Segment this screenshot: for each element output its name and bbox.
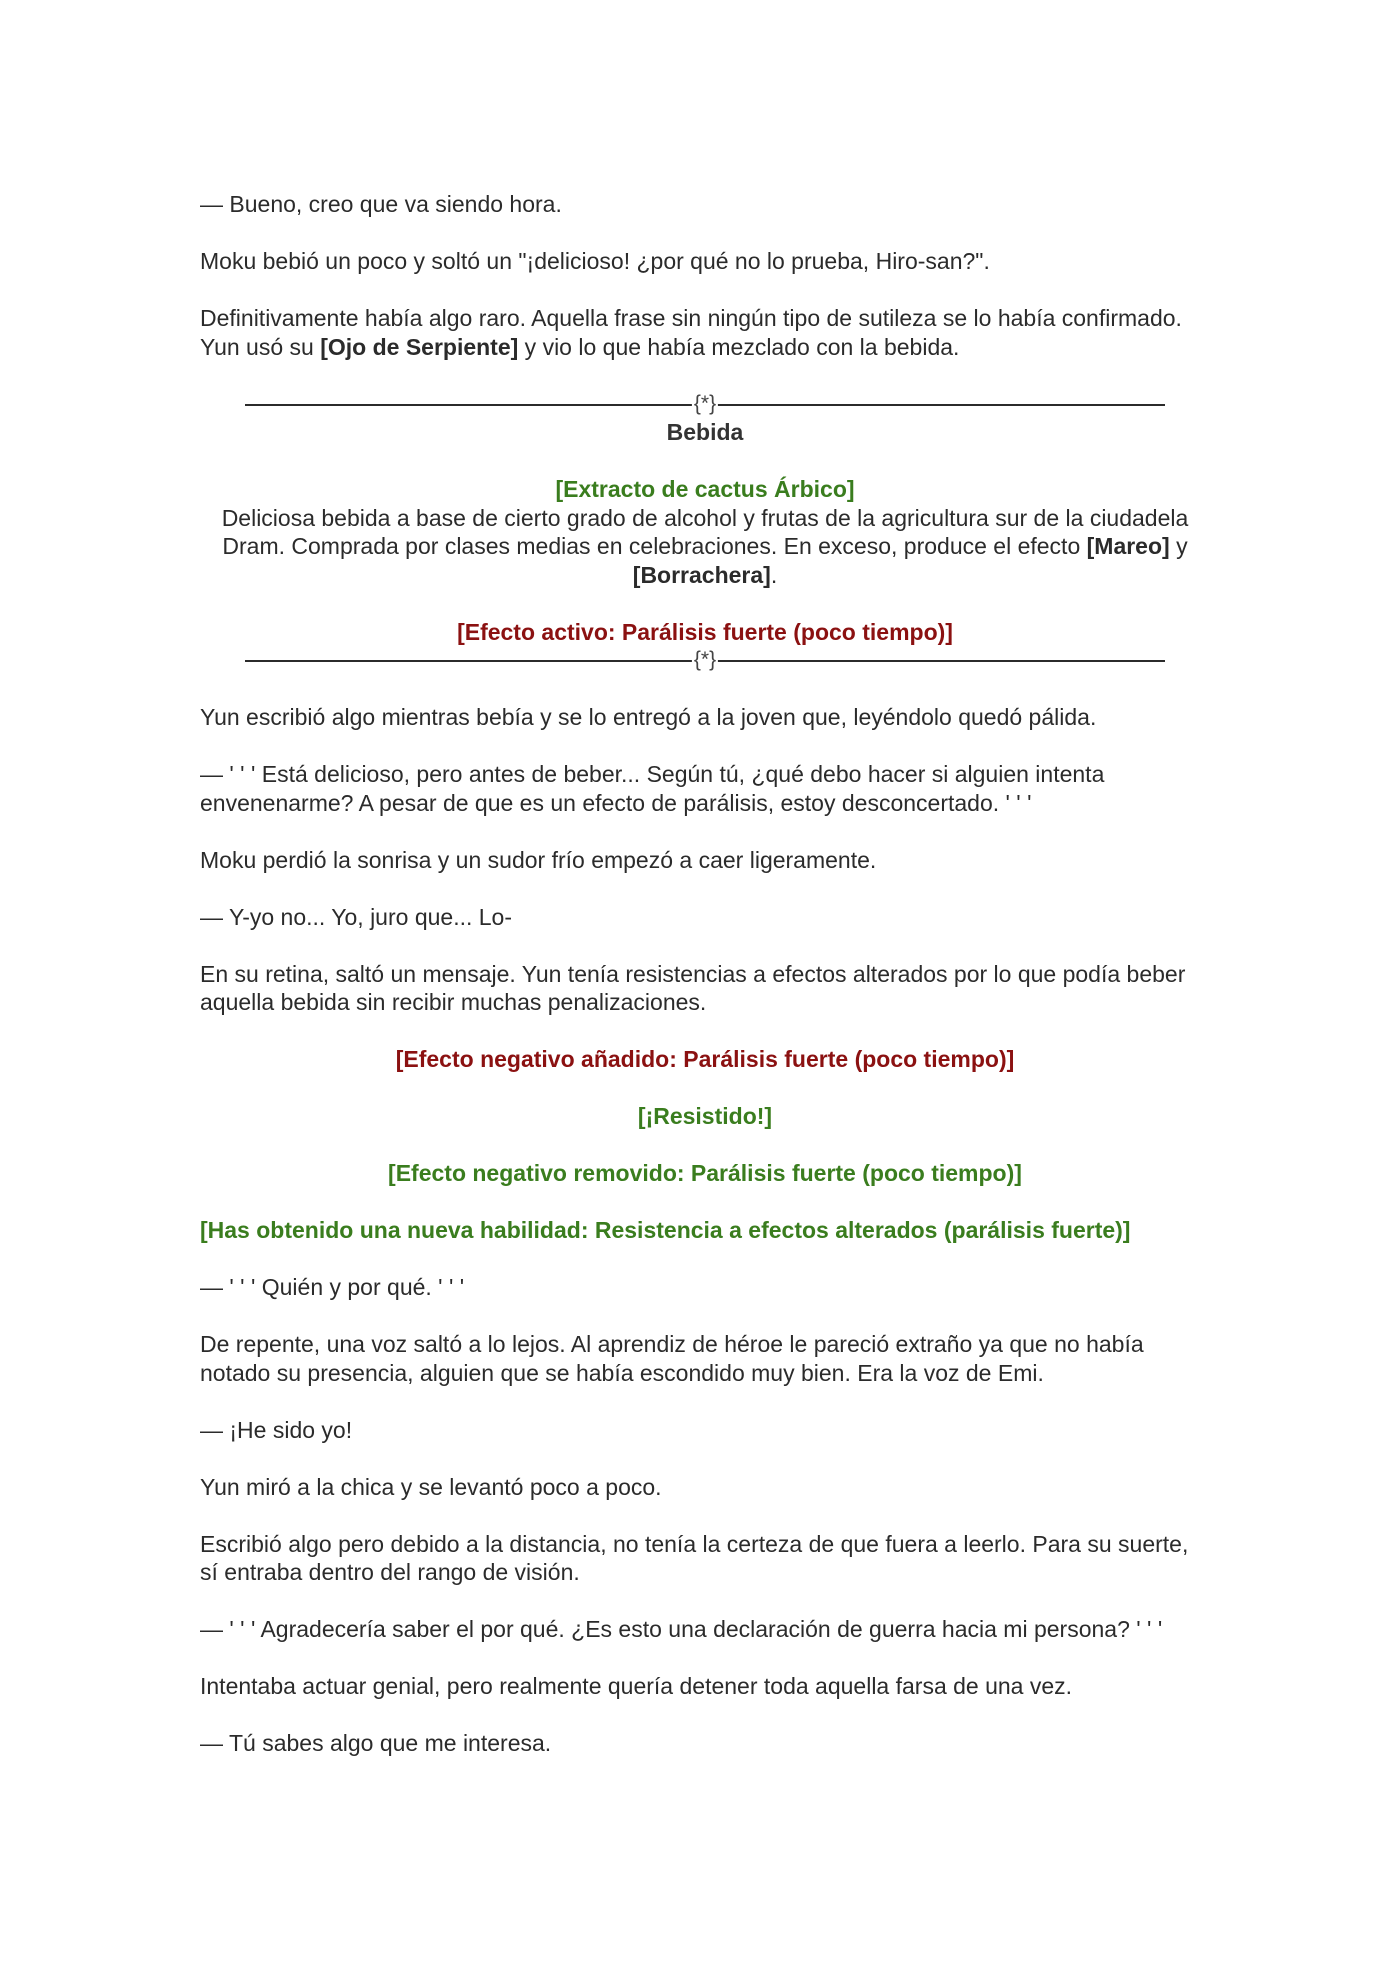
paragraph-dialogue: — ' ' ' Agradecería saber el por qué. ¿Es esto una declaración de guerra hacia mi persona? ' ' ' (200, 1616, 1163, 1642)
document-page (200, 190, 1210, 1786)
paragraph: De repente, una voz saltó a lo lejos. Al aprendiz de héroe le pareció extraño ya que no había notado su presencia, alguien que se había escondido muy bien. Era la voz de Emi. (200, 1331, 1144, 1386)
paragraph: En su retina, saltó un mensaje. Yun tenía resistencias a efectos alterados por lo que podía beber aquella bebida sin recibir muchas penalizaciones. (200, 960, 1186, 1015)
paragraph: Yun escribió algo mientras bebía y se lo entregó a la joven que, leyéndolo quedó pálida. (200, 704, 1097, 730)
paragraph-dialogue: — ' ' ' Quién y por qué. ' ' ' (200, 1274, 465, 1300)
separator-mark: {*} (692, 646, 718, 675)
system-message-negative-removed: [Efecto negativo removido: Parálisis fuerte (poco tiempo)] (388, 1160, 1022, 1186)
effect-borrachera: [Borrachera] (632, 561, 771, 588)
paragraph: Moku bebió un poco y soltó un "¡delicioso! ¿por qué no lo prueba, Hiro-san?". (200, 248, 990, 274)
separator-top (245, 390, 1165, 419)
box-title: Bebida (666, 419, 744, 445)
description-text: Deliciosa bebida a base de cierto grado de alcohol y frutas de la agricultura sur de la ciudadela Dram. Comprada por clases medias en celebraciones. En exceso, produce el efecto (221, 504, 1189, 559)
system-message-new-skill: [Has obtenido una nueva habilidad: Resistencia a efectos alterados (parálisis fuerte)] (200, 1217, 1131, 1243)
item-info-box (200, 390, 1210, 675)
paragraph-text: Definitivamente había algo raro. Aquella frase sin ningún tipo de sutileza se lo había confirmado. Yun usó su (200, 305, 1182, 360)
separator-bottom (245, 646, 1165, 675)
active-effect: [Efecto activo: Parálisis fuerte (poco tiempo)] (457, 618, 953, 645)
paragraph: Escribió algo pero debido a la distancia, no tenía la certeza de que fuera a leerlo. Para su suerte, sí entraba dentro del rango de visión. (200, 1530, 1189, 1585)
system-message-negative-added: [Efecto negativo añadido: Parálisis fuerte (poco tiempo)] (395, 1046, 1015, 1072)
effect-mareo: [Mareo] (1086, 533, 1170, 559)
paragraph-dialogue: — ¡He sido yo! (200, 1416, 353, 1443)
paragraph-dialogue: — ' ' ' Está delicioso, pero antes de beber... Según tú, ¿qué debo hacer si alguien intenta envenenarme? A pesar de que es un efecto de parálisis, estoy desconcertado. ' ' ' (200, 761, 1105, 816)
paragraph (200, 304, 1210, 361)
description-text: . (770, 561, 778, 588)
paragraph-dialogue: — Bueno, creo que va siendo hora. (200, 191, 562, 217)
skill-name: [Ojo de Serpiente] (320, 333, 519, 360)
item-name: [Extracto de cactus Árbico] (555, 476, 855, 502)
paragraph-dialogue: — Tú sabes algo que me interesa. (200, 1730, 552, 1756)
paragraph: Yun miró a la chica y se levantó poco a poco. (200, 1473, 662, 1500)
paragraph: Intentaba actuar genial, pero realmente quería detener toda aquella farsa de una vez. (200, 1673, 1073, 1699)
paragraph: Moku perdió la sonrisa y un sudor frío empezó a caer ligeramente. (200, 846, 877, 873)
paragraph-dialogue: — Y-yo no... Yo, juro que... Lo- (200, 903, 512, 930)
item-description (200, 504, 1210, 590)
description-text: y (1169, 533, 1188, 559)
paragraph-text: y vio lo que había mezclado con la bebida. (518, 333, 960, 360)
system-message-resisted: [¡Resistido!] (637, 1103, 773, 1129)
separator-mark: {*} (692, 390, 718, 419)
